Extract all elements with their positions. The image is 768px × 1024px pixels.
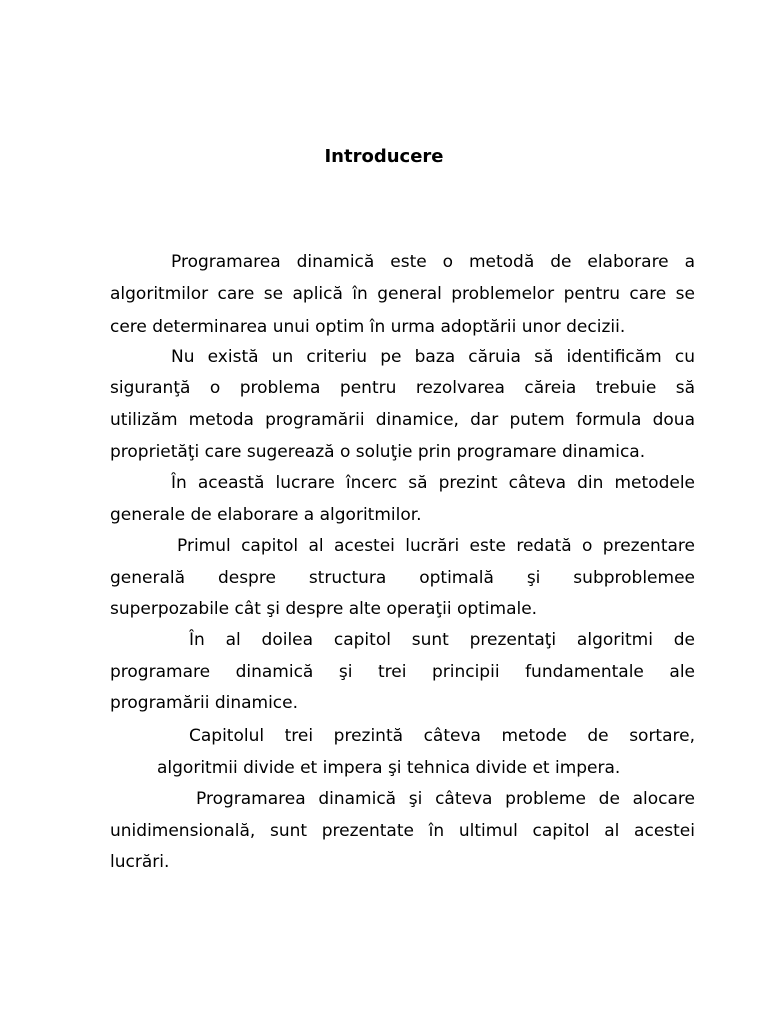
text-line: Programarea dinamică şi câteva probleme de alocare — [196, 789, 695, 809]
text-line: lucrări. — [110, 852, 170, 872]
text-line: Programarea dinamică este o metodă de elaborare a — [171, 252, 695, 272]
text-line: programării dinamice. — [110, 693, 299, 713]
text-line: unidimensională, sunt prezentate în ultimul capitol al acestei — [110, 821, 695, 841]
text-line: cere determinarea unui optim în urma adoptării unor decizii. — [110, 317, 626, 337]
text-line: În al doilea capitol sunt prezentaţi algoritmi de — [189, 630, 695, 650]
page-title: Introducere — [324, 146, 444, 167]
text-line: generală despre structura optimală şi subproblemee — [110, 568, 695, 588]
text-line: algoritmii divide et impera şi tehnica divide et impera. — [157, 758, 621, 778]
text-line: În această lucrare încerc să prezint câteva din metodele — [171, 473, 695, 493]
text-line: siguranţă o problema pentru rezolvarea căreia trebuie să — [110, 378, 695, 398]
text-line: superpozabile cât şi despre alte operaţii optimale. — [110, 599, 538, 619]
text-line: programare dinamică şi trei principii fundamentale ale — [110, 662, 695, 682]
text-line: algoritmilor care se aplică în general problemelor pentru care se — [110, 284, 695, 304]
text-line: proprietăţi care sugerează o soluţie prin programare dinamica. — [110, 442, 646, 462]
text-line: utilizăm metoda programării dinamice, dar putem formula doua — [110, 410, 695, 430]
text-line: Capitolul trei prezintă câteva metode de sortare, — [189, 726, 695, 746]
text-line: generale de elaborare a algoritmilor. — [110, 505, 422, 525]
text-line: Nu există un criteriu pe baza căruia să identificăm cu — [171, 347, 695, 367]
text-line: Primul capitol al acestei lucrări este redată o prezentare — [177, 536, 695, 556]
